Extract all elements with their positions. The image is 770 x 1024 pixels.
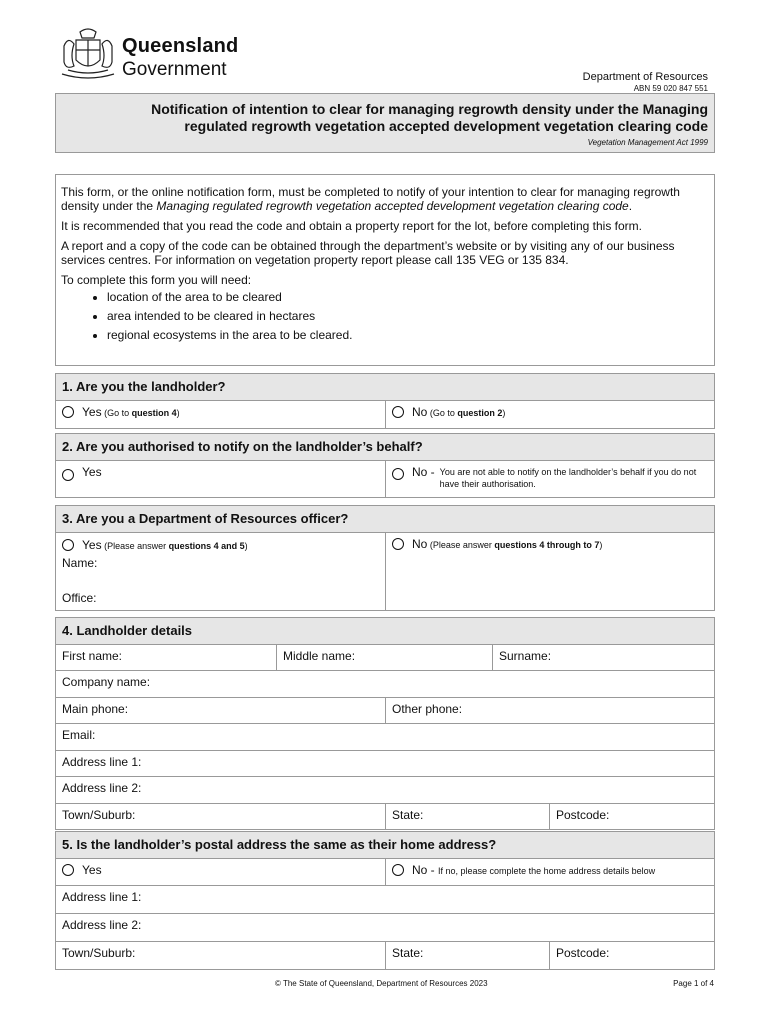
list-item: • area intended to be cleared in hectares — [107, 309, 708, 323]
surname-field[interactable]: Surname: — [499, 649, 552, 663]
q3-no-option[interactable] — [386, 533, 714, 610]
first-name-field[interactable]: First name: — [56, 645, 277, 670]
logo-subtitle: Government — [122, 59, 227, 80]
postcode-field[interactable]: Postcode: — [556, 808, 610, 822]
postal-address-line-2-field[interactable]: Address line 2: — [62, 918, 142, 932]
option-note: If no, please complete the home address details below — [438, 866, 656, 876]
question-2-section — [55, 433, 715, 498]
option-label: Yes — [82, 405, 102, 419]
option-note: You are not able to notify on the landholder’s behalf if you do not have their authorisation. — [439, 467, 697, 489]
email-field[interactable]: Email: — [62, 728, 96, 742]
option-note-bold: questions 4 through to 7 — [494, 540, 600, 550]
state-field[interactable]: State: — [386, 804, 550, 829]
form-title-line-2: regulated regrowth vegetation accepted development vegetation clearing code — [184, 118, 708, 134]
radio-icon[interactable] — [392, 406, 404, 418]
option-note-bold: question 2 — [457, 408, 503, 418]
option-note: (Please answer — [427, 540, 495, 550]
option-note-bold: questions 4 and 5 — [168, 541, 245, 551]
radio-icon[interactable] — [392, 468, 404, 480]
form-title-line-1: Notification of intention to clear for managing regrowth density under the Managing — [151, 101, 708, 117]
option-label: Yes — [82, 538, 102, 552]
list-item: • location of the area to be cleared — [107, 290, 708, 304]
option-label: No - — [412, 465, 435, 479]
option-label: No — [412, 537, 428, 551]
address-line-1-field[interactable]: Address line 1: — [62, 755, 142, 769]
q2-yes-option[interactable] — [56, 461, 386, 497]
intro-text: . — [628, 199, 633, 213]
company-name-field[interactable]: Company name: — [62, 675, 151, 689]
postal-address-line-1-field[interactable]: Address line 1: — [62, 890, 142, 904]
postal-state-field[interactable]: State: — [386, 942, 550, 969]
option-label: Yes — [82, 863, 102, 877]
option-note: ) — [244, 541, 248, 551]
question-5-section — [55, 831, 715, 970]
question-2-heading: 2. Are you authorised to notify on the landholder’s behalf? — [56, 434, 714, 461]
other-phone-field[interactable]: Other phone: — [392, 702, 463, 716]
q3-yes-option[interactable] — [62, 537, 379, 555]
intro-paragraph-4: To complete this form you will need: — [61, 273, 252, 287]
address-line-2-field[interactable]: Address line 2: — [62, 781, 142, 795]
officer-name-field[interactable]: Name: — [62, 556, 98, 570]
form-title — [58, 101, 708, 135]
coat-of-arms-icon — [58, 26, 118, 82]
abn: ABN 59 020 847 551 — [633, 84, 708, 93]
q2-no-option[interactable] — [386, 461, 714, 497]
option-note-bold: question 4 — [131, 408, 177, 418]
copyright: © The State of Queensland, Department of Resources 2023 — [275, 979, 488, 988]
question-3-heading: 3. Are you a Department of Resources officer? — [56, 506, 714, 533]
middle-name-field[interactable]: Middle name: — [277, 645, 493, 670]
radio-icon[interactable] — [392, 864, 404, 876]
q5-yes-option[interactable] — [56, 859, 386, 885]
radio-icon[interactable] — [392, 538, 404, 550]
code-name: Managing regulated regrowth vegetation accepted development vegetation clearing code — [156, 199, 629, 213]
option-note: ) — [599, 540, 603, 550]
question-1-section — [55, 373, 715, 429]
question-5-heading: 5. Is the landholder’s postal address the same as their home address? — [56, 832, 714, 859]
option-label: No - — [412, 863, 435, 877]
officer-office-field[interactable]: Office: — [62, 591, 97, 605]
question-1-heading: 1. Are you the landholder? — [56, 374, 714, 401]
question-4-heading: 4. Landholder details — [56, 618, 714, 645]
radio-icon[interactable] — [62, 539, 74, 551]
postal-town-suburb-field[interactable]: Town/Suburb: — [56, 942, 386, 969]
q3-left-cell — [56, 533, 386, 610]
option-note: (Please answer — [101, 541, 169, 551]
department-name: Department of Resources — [582, 71, 708, 83]
act-reference: Vegetation Management Act 1999 — [587, 138, 708, 147]
option-note: ) — [502, 408, 506, 418]
option-note: (Go to — [427, 408, 458, 418]
requirements-list — [61, 290, 708, 342]
intro-paragraph-2: It is recommended that you read the code and obtain a property report for the lot, before completing this form. — [61, 219, 642, 233]
q1-yes-option[interactable] — [56, 401, 386, 428]
option-note: ) — [176, 408, 180, 418]
q5-no-option[interactable] — [386, 859, 714, 885]
main-phone-field[interactable]: Main phone: — [56, 698, 386, 723]
radio-icon[interactable] — [62, 469, 74, 481]
option-note: (Go to — [101, 408, 132, 418]
question-3-section — [55, 505, 715, 611]
department-info — [583, 71, 708, 93]
option-label: Yes — [82, 465, 102, 479]
queensland-government-logo — [58, 26, 238, 84]
intro-text: This form, or the online notification form, must be completed to notify of your intention to clear for managing regrowth density under the — [61, 185, 680, 213]
option-label: No — [412, 405, 428, 419]
form-title-box — [55, 93, 715, 153]
intro-box — [55, 174, 715, 366]
radio-icon[interactable] — [62, 864, 74, 876]
town-suburb-field[interactable]: Town/Suburb: — [56, 804, 386, 829]
postal-postcode-field[interactable]: Postcode: — [556, 946, 610, 960]
page-number: Page 1 of 4 — [673, 979, 714, 988]
logo-title: Queensland — [122, 35, 239, 57]
intro-paragraph-1 — [61, 185, 708, 213]
intro-paragraph-3: A report and a copy of the code can be obtained through the department’s website or by visiting any of our business services centres. For information on vegetation property report please call 135 VEG or 135 834. — [61, 239, 675, 267]
radio-icon[interactable] — [62, 406, 74, 418]
q1-no-option[interactable] — [386, 401, 714, 428]
question-4-section — [55, 617, 715, 830]
list-item: • regional ecosystems in the area to be cleared. — [107, 328, 708, 342]
